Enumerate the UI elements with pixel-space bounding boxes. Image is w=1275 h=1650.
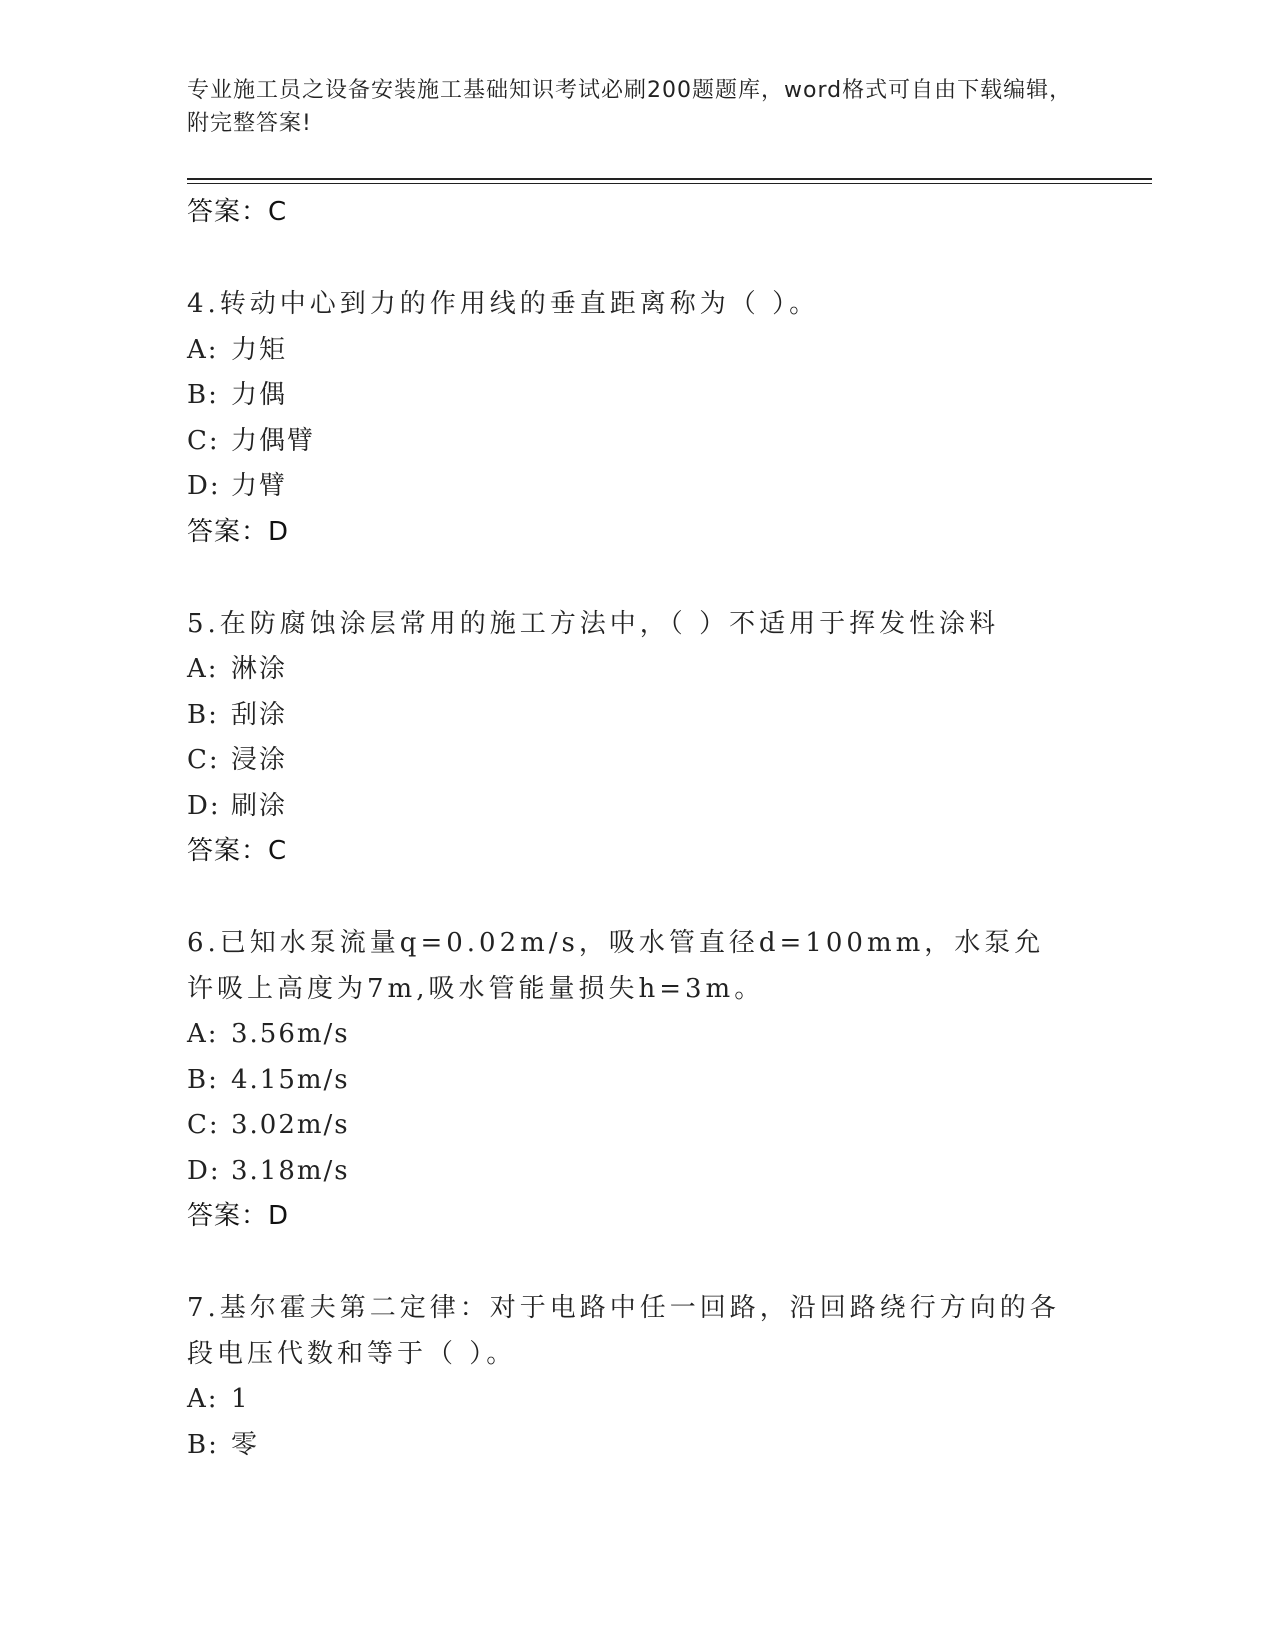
- question-stem: 5.在防腐蚀涂层常用的施工方法中，（ ）不适用于挥发性涂料: [187, 608, 1000, 639]
- option-text: 零: [231, 1429, 260, 1460]
- option-row: [187, 1377, 1147, 1423]
- option-text: 3.56m/s: [231, 1019, 350, 1049]
- answer-line: 答案：D: [187, 516, 290, 547]
- option-row: [187, 419, 1147, 465]
- option-letter: A:: [187, 654, 219, 684]
- option-text: 力臂: [231, 471, 288, 501]
- option-letter: B:: [187, 380, 219, 410]
- option-row: [187, 1058, 1147, 1104]
- question-stem: 4.转动中心到力的作用线的垂直距离称为（ ）。: [187, 289, 820, 319]
- option-letter: D:: [187, 790, 221, 821]
- option-text: 淋涂: [231, 654, 288, 684]
- option-row: [187, 693, 1147, 739]
- option-row: [187, 328, 1147, 374]
- option-row: [187, 647, 1147, 693]
- option-row: [187, 1012, 1147, 1058]
- option-letter: A:: [187, 1019, 219, 1049]
- option-text: 4.15m/s: [231, 1064, 350, 1095]
- option-text: 力偶臂: [231, 425, 316, 456]
- option-letter: C:: [187, 425, 220, 456]
- question-block: [187, 282, 1147, 555]
- option-letter: C:: [187, 1110, 220, 1140]
- option-text: 3.02m/s: [231, 1110, 350, 1140]
- option-row: [187, 784, 1147, 830]
- option-row: [187, 738, 1147, 784]
- option-letter: A:: [187, 334, 219, 365]
- header-divider-thin: [187, 183, 1152, 184]
- question-list: [187, 190, 1147, 1468]
- option-text: 力偶: [231, 380, 288, 410]
- answer-line: 答案：C: [187, 197, 288, 227]
- answer-line: 答案：D: [187, 1201, 290, 1231]
- option-row: [187, 1103, 1147, 1149]
- option-text: 浸涂: [231, 745, 288, 775]
- option-letter: D:: [187, 471, 221, 501]
- question-stem: 7.基尔霍夫第二定律：对于电路中任一回路，沿回路绕行方向的各段电压代数和等于（ ）。: [187, 1293, 1060, 1369]
- option-text: 力矩: [231, 334, 288, 365]
- question-block: [187, 1286, 1147, 1468]
- option-row: [187, 373, 1147, 419]
- document-header: 专业施工员之设备安装施工基础知识考试必刷200题题库，word格式可自由下载编辑，附完整答案!: [187, 78, 1073, 136]
- option-row: [187, 1423, 1147, 1469]
- question-block: [187, 921, 1147, 1239]
- question-block: [187, 602, 1147, 875]
- option-letter: B:: [187, 1429, 219, 1460]
- option-text: 1: [231, 1384, 250, 1414]
- option-text: 刮涂: [231, 699, 288, 730]
- option-letter: C:: [187, 745, 220, 775]
- option-row: [187, 1149, 1147, 1195]
- option-letter: B:: [187, 699, 219, 730]
- header-divider-thick: [187, 178, 1152, 180]
- option-text: 3.18m/s: [231, 1155, 350, 1186]
- answer-line: 答案：C: [187, 836, 288, 866]
- option-text: 刷涂: [231, 790, 288, 821]
- option-letter: D:: [187, 1155, 221, 1186]
- question-stem: 6.已知水泵流量q=0.02m/s，吸水管直径d=100mm，水泵允许吸上高度为7m,吸水管能量损失h=3m。: [187, 928, 1045, 1004]
- option-letter: B:: [187, 1064, 219, 1095]
- option-row: [187, 464, 1147, 510]
- option-letter: A:: [187, 1384, 219, 1414]
